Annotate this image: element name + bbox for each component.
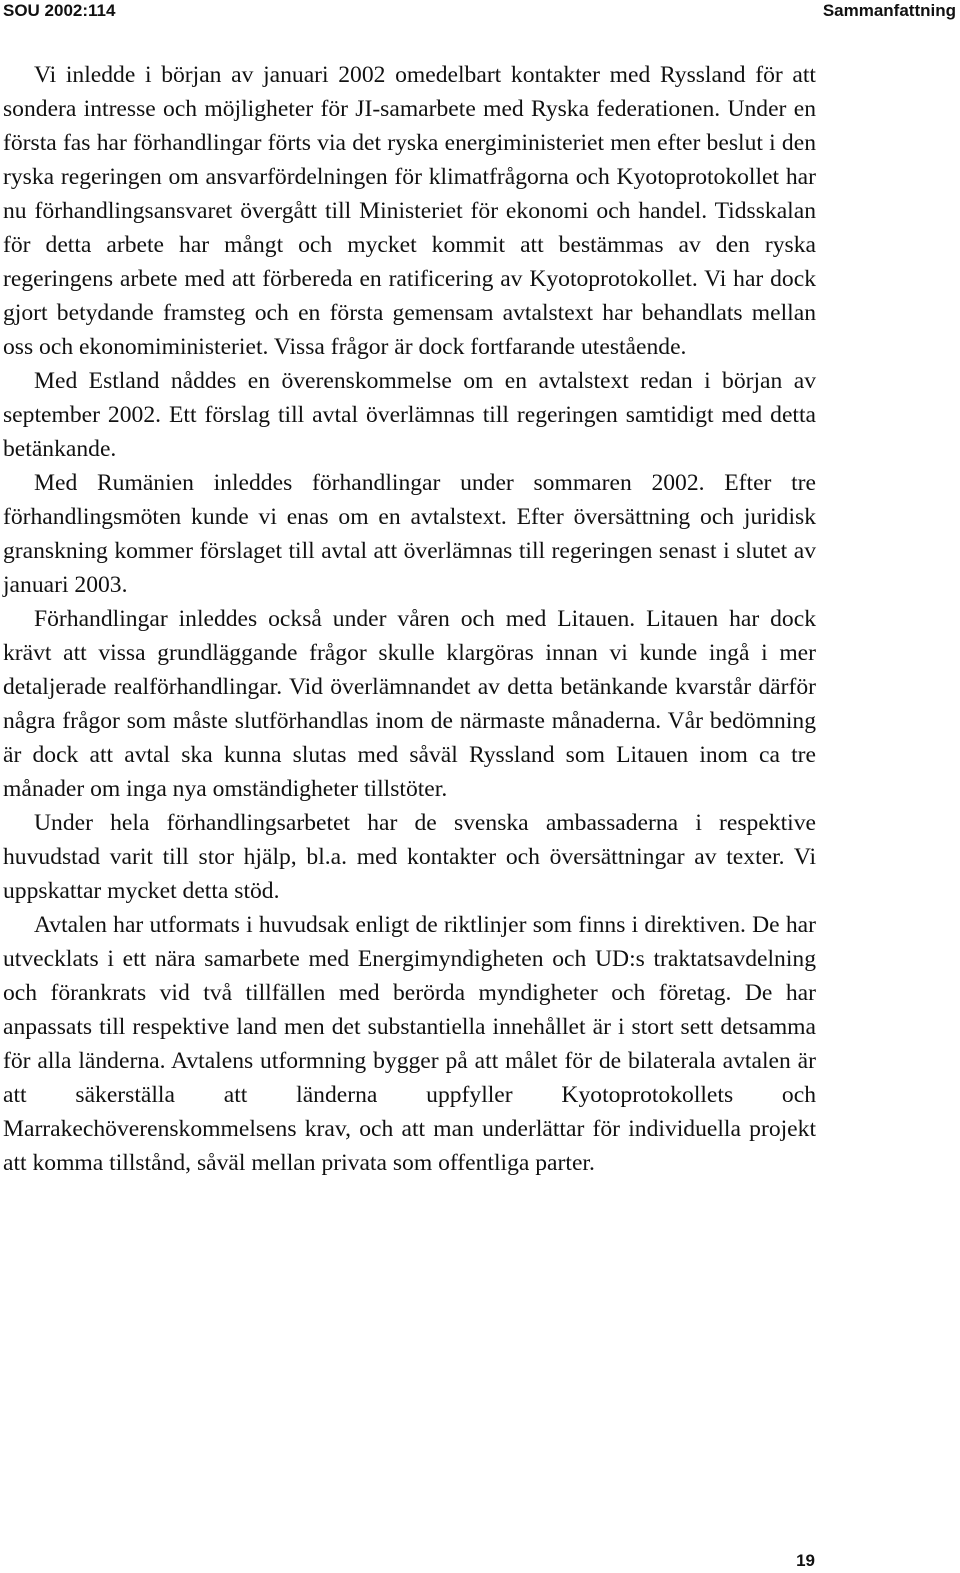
page-number: 19 (796, 1551, 815, 1570)
paragraph-lithuania: Förhandlingar inleddes också under våren och med Litauen. Litauen har dock krävt att vissa grundläggande frågor skulle klargöras innan vi kunde ingå i mer detaljerade realförhandlingar. Vid överlämnandet av detta betänkande kvarstår därför några frågor som måste slutförhandlas inom de närmaste månaderna. Vår bedömning är dock att avtal ska kunna slutas med såväl Ryssland som Litauen inom ca tre månader om inga nya omständigheter tillstöter. (3, 606, 816, 802)
body-text (3, 58, 816, 1180)
section-title: Sammanfattning (822, 1, 956, 20)
paragraph-romania: Med Rumänien inleddes förhandlingar under sommaren 2002. Efter tre förhandlingsmöten kunde vi enas om en avtalstext. Efter översättning och juridisk granskning kommer förslaget till avtal att överlämnas till regeringen senast i slutet av januari 2003. (3, 470, 816, 598)
paragraph-estonia: Med Estland nåddes en överenskommelse om en avtalstext redan i början av september 2002. Ett förslag till avtal överlämnas till regeringen samtidigt med detta betänkande. (3, 368, 816, 462)
running-header (0, 0, 960, 26)
paragraph-embassies: Under hela förhandlingsarbetet har de svenska ambassaderna i respektive huvudstad varit till stor hjälp, bl.a. med kontakter och översättningar av texter. Vi uppskattar mycket detta stöd. (3, 810, 816, 904)
document-reference: SOU 2002:114 (3, 1, 116, 20)
paragraph-agreements: Avtalen har utformats i huvudsak enligt de riktlinjer som finns i direktiven. De har utvecklats i ett nära samarbete med Energimyndigheten och UD:s traktatsavdelning och förankrats vid två tillfällen med berörda myndigheter och företag. De har anpassats till respektive land men det substantiella innehållet är i stort sett detsamma för alla länderna. Avtalens utformning bygger på att målet för de bilaterala avtalen är att säkerställa att länderna uppfyller Kyotoprotokollets och Marrakechöverenskommelsens krav, och att man underlättar för individuella projekt att komma tillstånd, såväl mellan privata som offentliga parter. (3, 912, 816, 1176)
paragraph-russia: Vi inledde i början av januari 2002 omedelbart kontakter med Ryssland för att sondera intresse och möjligheter för JI-samarbete med Ryska federationen. Under en första fas har förhandlingar förts via det ryska energiministeriet men efter beslut i den ryska regeringen om ansvarfördelningen för klimatfrågorna och Kyotoprotokollet har nu förhandlingsansvaret övergått till Ministeriet för ekonomi och handel. Tidsskalan för detta arbete har mångt och mycket kommit att bestämmas av den ryska regeringens arbete med att förbereda en ratificering av Kyotoprotokollet. Vi har dock gjort betydande framsteg och en första gemensam avtalstext har behandlats mellan oss och ekonomiministeriet. Vissa frågor är dock fortfarande utestående. (3, 62, 816, 360)
